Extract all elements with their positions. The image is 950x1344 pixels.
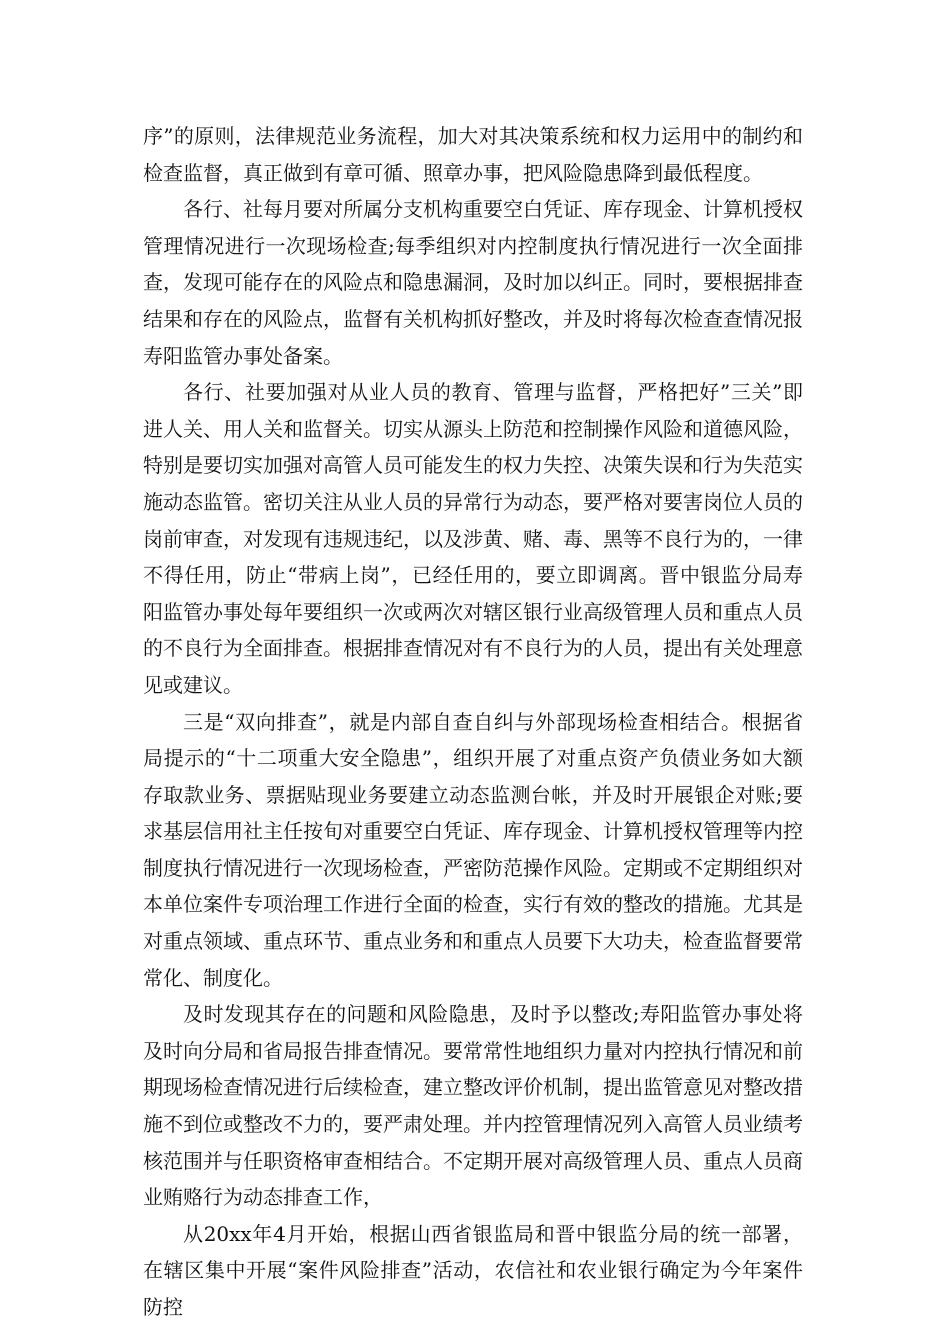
paragraph-1: 序”的原则，法律规范业务流程，加大对其决策系统和权力运用中的制约和检查监督，真正做到有章可循、照章办事，把风险隐患降到最低程度。 <box>143 124 803 185</box>
paragraph-3: 各行、社要加强对从业人员的教育、管理与监督，严格把好”三关”即进人关、用人关和监督关。切实从源头上防范和控制操作风险和道德风险，特别是要切实加强对高管人员可能发生的权力失控、决策失误和行为失范实施动态监管。密切关注从业人员的异常行为动态，要严格对要害岗位人员的岗前审查，对发现有违规违纪，以及涉黄、赌、毒、黑等不良行为的，一律不得任用，防止“带病上岗”，已经任用的，要立即调离。晋中银监分局寿阳监管办事处每年要组织一次或两次对辖区银行业高级管理人员和重点人员的不良行为全面排查。根据排查情况对有不良行为的人员，提出有关处理意见或建议。 <box>143 380 803 697</box>
body-text <box>143 118 803 1326</box>
paragraph-4: 三是“双向排查”，就是内部自查自纠与外部现场检查相结合。根据省局提示的“十二项重大安全隐患”，组织开展了对重点资产负债业务如大额存取款业务、票据贴现业务要建立动态监测台帐，并及时开展银企对账;要求基层信用社主任按旬对重要空白凭证、库存现金、计算机授权管理等内控制度执行情况进行一次现场检查，严密防范操作风险。定期或不定期组织对本单位案件专项治理工作进行全面的检查，实行有效的整改的措施。尤其是对重点领域、重点环节、重点业务和和重点人员要下大功夫，检查监督要常常化、制度化。 <box>143 709 803 990</box>
paragraph-2: 各行、社每月要对所属分支机构重要空白凭证、库存现金、计算机授权管理情况进行一次现场检查;每季组织对内控制度执行情况进行一次全面排查，发现可能存在的风险点和隐患漏洞，及时加以纠正。同时，要根据排查结果和存在的风险点，监督有关机构抓好整改，并及时将每次检查查情况报寿阳监管办事处备案。 <box>143 197 803 368</box>
paragraph-6: 从20xx年4月开始，根据山西省银监局和晋中银监分局的统一部署，在辖区集中开展“案件风险排查”活动，农信社和农业银行确定为今年案件防控 <box>143 1221 803 1319</box>
paragraph-5: 及时发现其存在的问题和风险隐患，及时予以整改;寿阳监管办事处将及时向分局和省局报告排查情况。要常常性地组织力量对内控执行情况和前期现场检查情况进行后续检查，建立整改评价机制，提出监管意见对整改措施不到位或整改不力的，要严肃处理。并内控管理情况列入高管人员业绩考核范围并与任职资格审查相结合。不定期开展对高级管理人员、重点人员商业贿赂行为动态排查工作， <box>143 1002 803 1210</box>
